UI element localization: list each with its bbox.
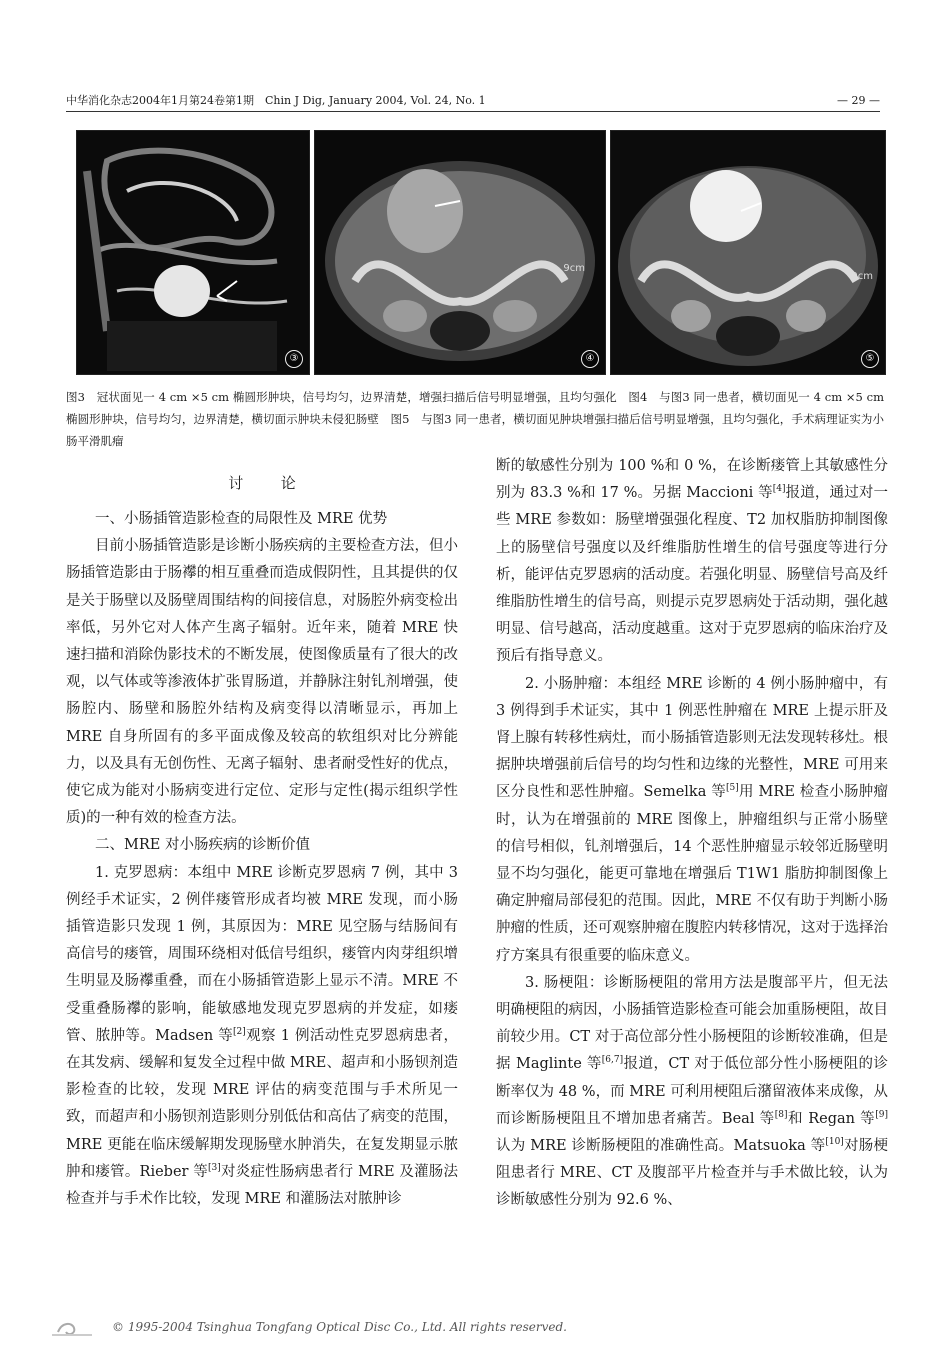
page-number: — 29 — (837, 94, 880, 107)
paragraph: 目前小肠插管造影是诊断小肠疾病的主要检查方法，但小肠插管造影由于肠襻的相互重叠而造成假阴性，且其提供的仅是关于肠壁以及肠壁周围结构的间接信息，对肠腔外病变检出率低，另外它对人体产生离子辐射。近年来，随着 MRE 快速扫描和消除伪影技术的不断发展，使图像质量有了很大的改观，以气体或等渗液体扩张胃肠道，并静脉注射钆剂增强，使肠腔内、肠壁和肠腔外结构及病变得以清晰显示，再加上 MRE 自身所固有的多平面成像及较高的软组织对比分辨能力，以及具有无创伤性、无离子辐射、患者耐受性好的优点，使它成为能对小肠病变进行定位、定形与定性(揭示组织学性质)的一种有效的检查方法。 (66, 538, 458, 827)
mri-image-axial (315, 131, 605, 374)
text-run: 用 MRE 检查小肠肿瘤时，认为在增强前的 MRE 图像上，肿瘤组织与正常小肠壁的信号相似，钆剂增强后，14 个恶性肿瘤显示较邻近肠壁明显不均匀强化，能更可靠地在增强后 T1W1 脂肪抑制图像上确定肿瘤局部侵犯的范围。因此，MRE 不仅有助于判断小肠肿瘤的性质，还可观察肿瘤在腹腔内转移情况，这对于选择治疗方案具有很重要的临床意义。 (496, 784, 888, 964)
figure-number: ⑤ (861, 350, 879, 368)
citation-ref: [3] (208, 1163, 221, 1174)
running-header (66, 92, 880, 110)
citation-ref: [4] (772, 484, 786, 495)
left-column (66, 468, 458, 1213)
figure-number: ④ (581, 350, 599, 368)
copyright-notice: © 1995-2004 Tsinghua Tongfang Optical Disc Co., Ltd. All rights reserved. (112, 1320, 567, 1334)
text-run: 报道，通过对一些 MRE 参数如：肠壁增强强化程度、T2 加权脂肪抑制图像上的肠壁信号强度以及纤维脂肪性增生的信号强度等进行分析，能评估克罗恩病的活动度。若强化明显、肠壁信号高及纤维脂肪性增生的信号高，则提示克罗恩病处于活动期，强化越明显、信号越高，活动度越重。这对于克罗恩病的临床治疗及预后有指导意义。 (496, 485, 888, 665)
citation-ref: [2] (233, 1027, 246, 1038)
text-run: 2. 小肠肿瘤：本组经 MRE 诊断的 4 例小肠肿瘤中，有 3 例得到手术证实，其中 1 例恶性肿瘤在 MRE 上提示肝及肾上腺有转移性病灶，而小肠插管造影则无法发现转移灶。根据肿块增强前后信号的均匀性和边缘的光整性，MRE 可用来区分良性和恶性肿瘤。Semelka 等 (496, 675, 888, 801)
text-run: 对肠梗阻患者行 MRE、CT 及腹部平片检查并与手术做比较，认为诊断敏感性分别为 92.6 %、 (496, 1138, 888, 1209)
header-rule (66, 111, 880, 112)
text-run: 认为 MRE 诊断肠梗阻的准确性高。Matsuoka 等 (496, 1138, 826, 1155)
paragraph (496, 671, 888, 970)
citation-ref: [9] (875, 1110, 888, 1121)
text-run: 1. 克罗恩病：本组中 MRE 诊断克罗恩病 7 例，其中 3 例经手术证实，2 例伴瘘管形成者均被 MRE 发现，而小肠插管造影只发现 1 例，其原因为：MRE 见空肠与结肠间有高信号的瘘管，周围环绕相对低信号组织，瘘管内肉芽组织增生明显及肠襻重叠，而在小肠插管造影上显示不清。MRE 不受重叠肠襻的影响，能敏感地发现克罗恩病的并发症，如瘘管、脓肿等。Madsen 等 (66, 864, 458, 1044)
footer (50, 1314, 890, 1342)
right-column (496, 453, 888, 1215)
text-run: 和 Regan 等 (787, 1110, 876, 1127)
text-run: 断的敏感性分别为 100 %和 0 %，在诊断瘘管上其敏感性分别为 83.3 %和 17 %。另据 Maccioni 等 (496, 458, 888, 502)
citation-ref: [6,7] (601, 1055, 624, 1066)
text-run: 报道，CT 对于低位部分性小肠梗阻的诊断率仅为 48 %，而 MRE 可利用梗阻后潴留液体来成像，从而诊断肠梗阻且不增加患者痛苦。Beal 等 (496, 1056, 888, 1127)
subsection-title-1: 一、小肠插管造影检查的局限性及 MRE 优势 (95, 511, 388, 527)
paragraph (496, 970, 888, 1215)
figure-row (76, 130, 884, 373)
journal-citation: 中华消化杂志2004年1月第24卷第1期 Chin J Dig, January 2004, Vol. 24, No. 1 (66, 94, 486, 107)
scale-label: 9cm (563, 263, 585, 274)
mri-image-coronal (77, 131, 309, 374)
citation-ref: [8] (774, 1110, 788, 1121)
paragraph (66, 860, 458, 1214)
figure-4-axial-mri (314, 130, 606, 375)
subsection-title-2: 二、MRE 对小肠疾病的诊断价值 (95, 837, 310, 854)
section-heading-discussion: 讨论 (228, 474, 334, 492)
citation-ref: [5] (725, 783, 739, 794)
text-run: 对炎症性肠病患者行 MRE 及灌肠法检查并与手术作比较，发现 MRE 和灌肠法对脓肿诊 (66, 1163, 458, 1208)
figure-3-coronal-mri (76, 130, 310, 375)
figure-caption: 图3 冠状面见一 4 cm ×5 cm 椭圆形肿块，信号均匀，边界清楚，增强扫描后信号明显增强，且均匀强化 图4 与图3 同一患者，横切面见一 4 cm ×5 cm 椭圆形肿块，信号均匀，边界清楚，横切面示肿块未侵犯肠壁 图5 与图3 同一患者，横切面见肿块增强扫描后信号明显增强，且均匀强化，手术病理证实为小肠平滑肌瘤 (66, 390, 884, 448)
text-run: 观察 1 例活动性克罗恩病患者，在其发病、缓解和复发全过程中做 MRE、超声和小肠钡剂造影检查的比较，发现 MRE 评估的病变范围与手术所见一致，而超声和小肠钡剂造影则分别低估和高估了病变的范围，MRE 更能在临床缓解期发现肠壁水肿消失，在复发期显示脓肿和瘘管。Rieber 等 (66, 1027, 458, 1180)
citation-ref: [10] (825, 1137, 844, 1148)
mri-image-axial-enhanced (611, 131, 885, 374)
text-run: 3. 肠梗阻：诊断肠梗阻的常用方法是腹部平片，但无法明确梗阻的病因，小肠插管造影检查可能会加重肠梗阻，故目前较少用。CT 对于高位部分性小肠梗阻的诊断较准确，但是据 Maglinte 等 (496, 974, 888, 1073)
figure-number: ③ (285, 350, 303, 368)
paragraph (496, 453, 888, 671)
scale-label: 9cm (851, 271, 873, 282)
figure-5-axial-enhanced-mri (610, 130, 886, 375)
publisher-logo-icon (50, 1318, 96, 1340)
